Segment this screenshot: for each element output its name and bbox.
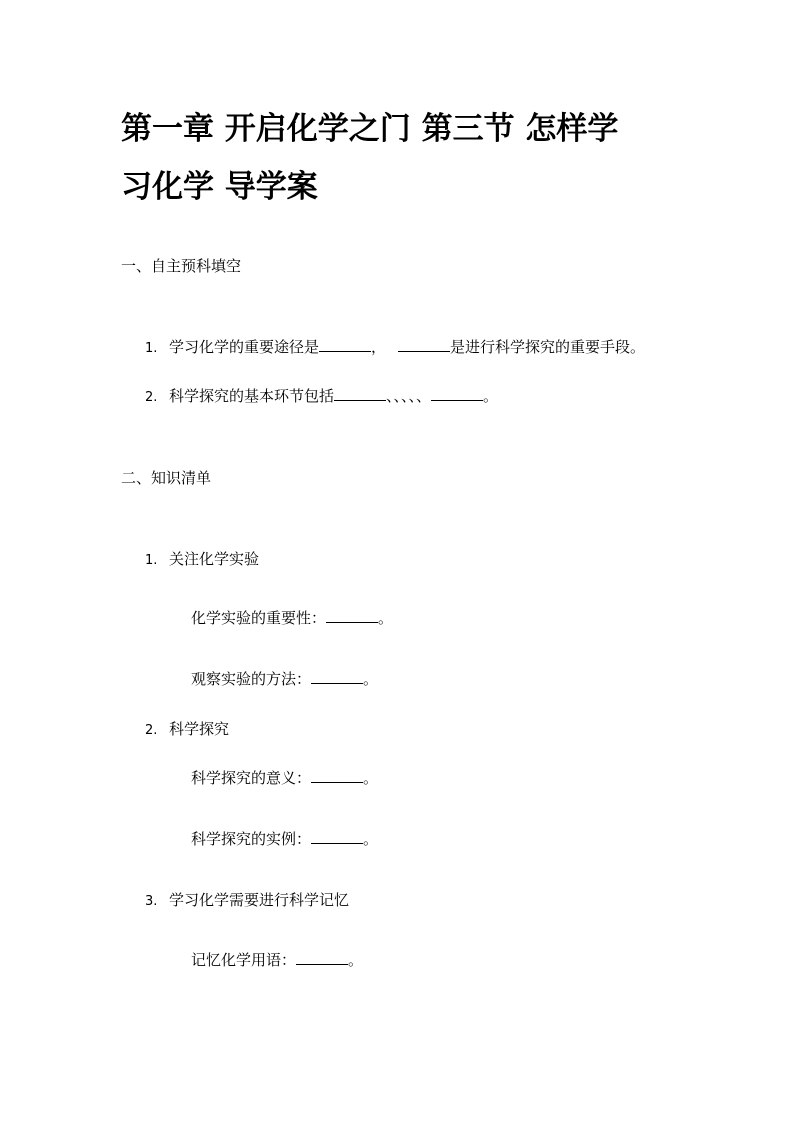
sub-item-end: 。	[348, 951, 364, 969]
title-line-2: 习化学 导学案	[121, 169, 318, 205]
section-1-item-2	[145, 386, 498, 408]
item-number: 1.	[145, 553, 158, 568]
sub-item-end: 。	[363, 830, 379, 848]
title-line-1: 第一章 开启化学之门 第三节 怎样学	[121, 111, 619, 147]
fill-blank[interactable]	[311, 829, 363, 844]
item-label: 关注化学实验	[169, 550, 260, 568]
sub-item	[191, 608, 393, 628]
item-text: 科学探究的基本环节包括	[169, 387, 335, 405]
item-number: 2.	[145, 390, 158, 405]
sub-item	[191, 669, 378, 689]
item-number: 1.	[145, 341, 158, 356]
fill-blank[interactable]	[398, 337, 450, 352]
sub-item-label: 记忆化学用语：	[191, 951, 297, 969]
fill-blank[interactable]	[319, 337, 371, 352]
section-1-item-1	[145, 337, 645, 359]
item-text: 、、、、、	[386, 387, 432, 405]
sub-item	[191, 768, 378, 788]
document-title	[121, 100, 681, 216]
section-2-item-2	[145, 719, 229, 741]
item-label: 学习化学需要进行科学记忆	[169, 891, 350, 909]
sub-item-label: 观察实验的方法：	[191, 670, 312, 688]
item-text: 是进行科学探究的重要手段。	[450, 338, 646, 356]
sub-item	[191, 829, 378, 849]
section-1-heading: 一、自主预科填空	[121, 257, 242, 275]
item-number: 3.	[145, 894, 158, 909]
sub-item-end: 。	[363, 769, 379, 787]
sub-item-end: 。	[363, 670, 379, 688]
sub-item-end: 。	[378, 609, 394, 627]
item-number: 2.	[145, 723, 158, 738]
fill-blank[interactable]	[334, 386, 386, 401]
fill-blank[interactable]	[311, 768, 363, 783]
section-2-item-1	[145, 549, 259, 571]
section-2-heading: 二、知识清单	[121, 469, 212, 487]
item-text: 。	[483, 387, 499, 405]
item-label: 科学探究	[169, 720, 230, 738]
fill-blank[interactable]	[431, 386, 483, 401]
item-text: 学习化学的重要途径是	[169, 338, 320, 356]
section-2-item-3	[145, 890, 349, 912]
sub-item-label: 科学探究的实例：	[191, 830, 312, 848]
sub-item-label: 科学探究的意义：	[191, 769, 312, 787]
item-text: ，	[371, 338, 387, 356]
sub-item	[191, 950, 363, 970]
fill-blank[interactable]	[296, 950, 348, 965]
fill-blank[interactable]	[311, 669, 363, 684]
sub-item-label: 化学实验的重要性：	[191, 609, 327, 627]
fill-blank[interactable]	[326, 608, 378, 623]
